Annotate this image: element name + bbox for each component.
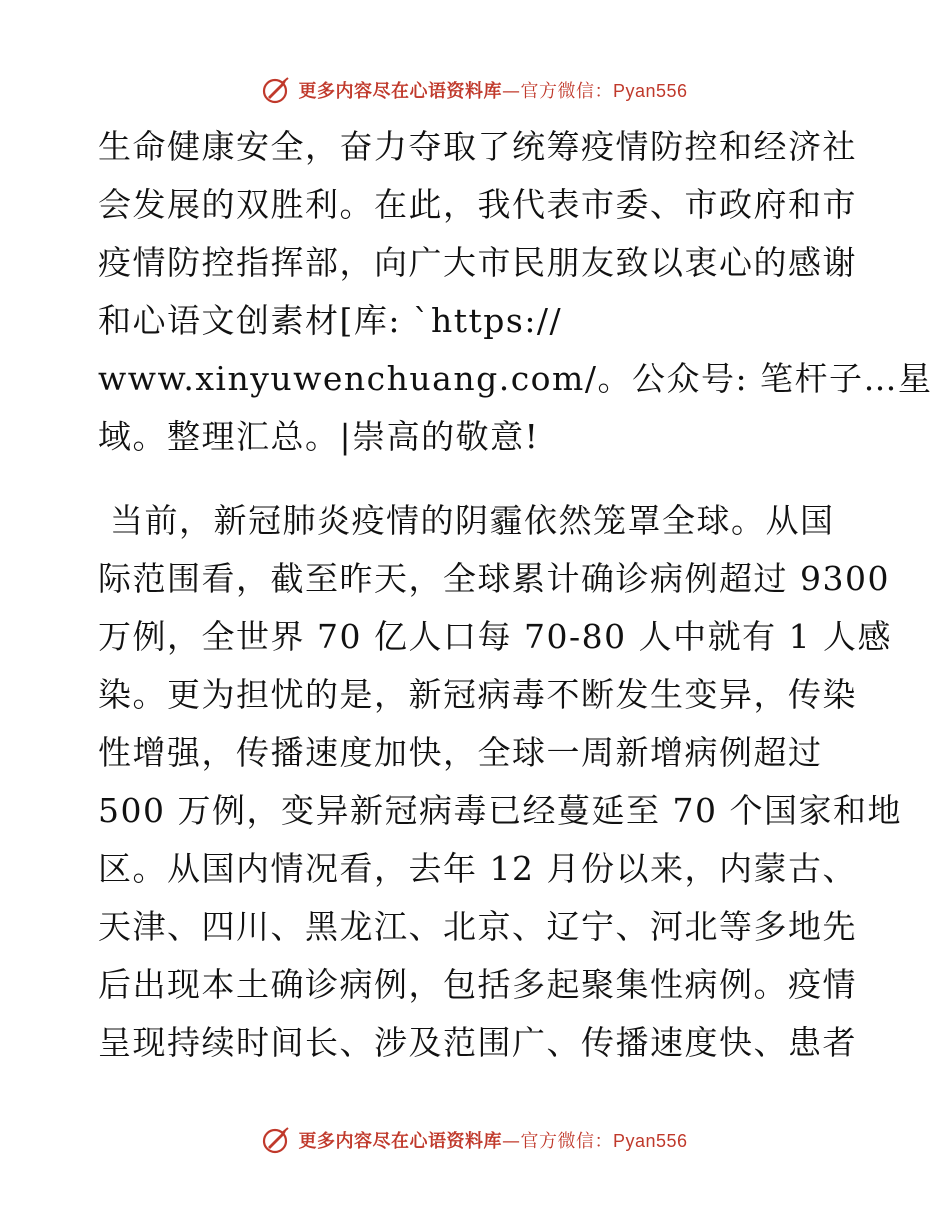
text-line: 际范围看，截至昨天，全球累计确诊病例超过 9300 [98, 559, 890, 598]
text-line: 染。更为担忧的是，新冠病毒不断发生变异，传染 [98, 675, 857, 714]
text-line: 域。整理汇总。|崇高的敬意! [98, 417, 540, 456]
banner-text [298, 1127, 687, 1153]
banner-wechat-id: Pyan556 [612, 1131, 688, 1151]
paragraph-gap [98, 466, 858, 492]
banner-brand: 更多内容尽在心语资料库 [298, 1131, 502, 1152]
text-line: 性增强，传播速度加快，全球一周新增病例超过 [98, 733, 823, 772]
text-line: 后出现本土确诊病例，包括多起聚集性病例。疫情 [98, 965, 857, 1004]
banner-dash: — [501, 1131, 521, 1152]
text-line: 区。从国内情况看，去年 12 月份以来，内蒙古、 [98, 849, 857, 888]
pen-logo-icon [262, 1125, 292, 1155]
document-body [98, 118, 933, 1072]
text-line: 和心语文创素材[库: `https:// [98, 301, 563, 340]
paragraph-2 [98, 492, 902, 1072]
text-line: 会发展的双胜利。在此，我代表市委、市政府和市 [98, 185, 857, 224]
text-line: 天津、四川、黑龙江、北京、辽宁、河北等多地先 [98, 907, 857, 946]
text-line: 万例，全世界 70 亿人口每 70-80 人中就有 1 人感 [98, 617, 893, 656]
banner-wechat-id: Pyan556 [612, 81, 688, 101]
text-line: 当前，新冠肺炎疫情的阴霾依然笼罩全球。从国 [98, 501, 835, 540]
banner-dash: — [501, 81, 521, 102]
text-line: www.xinyuwenchuang.com/。公众号: 笔杆子…星 [98, 359, 933, 398]
footer-watermark-banner [0, 1122, 950, 1158]
banner-wechat-label: 官方微信： [520, 81, 613, 102]
text-line: 500 万例，变异新冠病毒已经蔓延至 70 个国家和地 [98, 791, 902, 830]
text-line: 生命健康安全，奋力夺取了统筹疫情防控和经济社 [98, 127, 857, 166]
banner-text [298, 77, 687, 103]
text-line: 疫情防控指挥部，向广大市民朋友致以衷心的感谢 [98, 243, 857, 282]
banner-brand: 更多内容尽在心语资料库 [298, 81, 502, 102]
header-watermark-banner [0, 72, 950, 108]
banner-wechat-label: 官方微信： [520, 1131, 613, 1152]
paragraph-1 [98, 118, 933, 466]
pen-logo-icon [262, 75, 292, 105]
text-line: 呈现持续时间长、涉及范围广、传播速度快、患者 [98, 1023, 857, 1062]
